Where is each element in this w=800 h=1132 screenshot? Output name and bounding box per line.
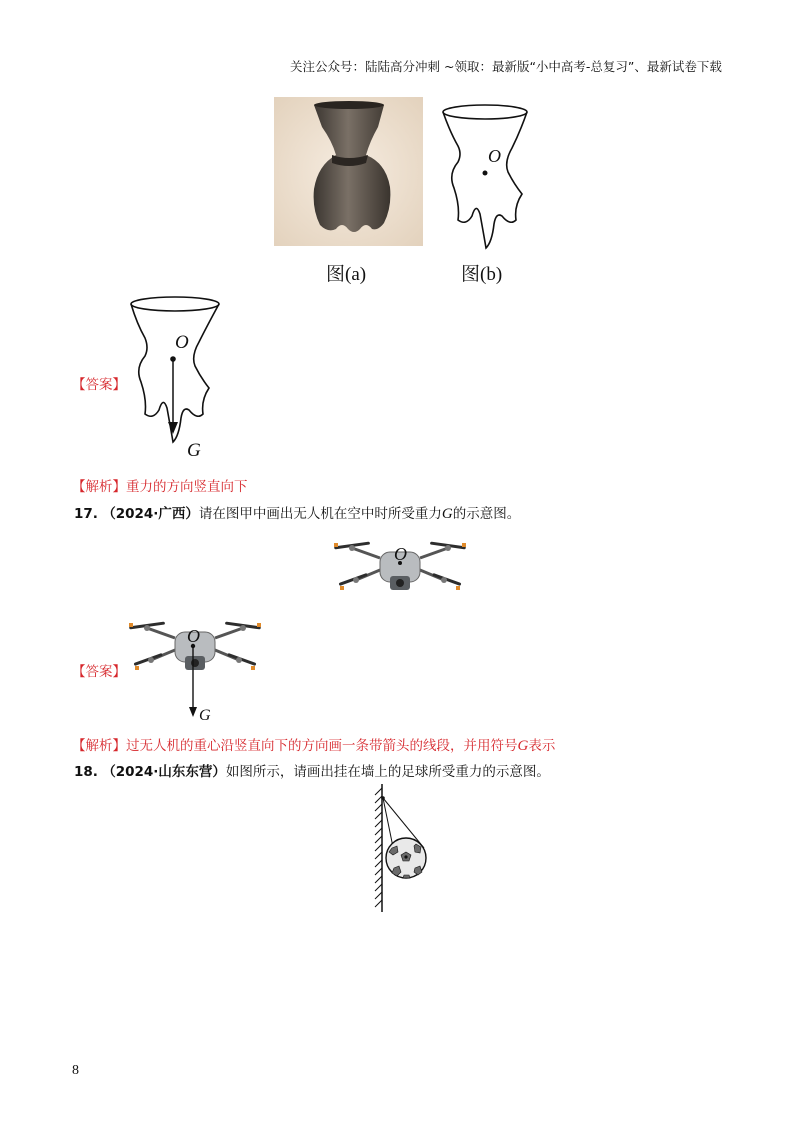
drone-point-o-label: O [394, 544, 407, 564]
page-header: 关注公众号：陆陆高分冲刺 ~领取：最新版“小中高考-总复习”、最新试卷下载 [290, 59, 722, 74]
question-source-18: （2024·山东东营） [102, 764, 226, 780]
vessel-outline-figure [440, 102, 540, 252]
question-text: 请在图甲中画出无人机在空中时所受重力 [198, 506, 442, 522]
analysis-label-17: 【解析】 [72, 738, 126, 754]
answer-vessel-figure [125, 292, 225, 472]
answer-label: 【答案】 [72, 377, 126, 393]
question-18 [74, 760, 550, 780]
drone-answer-force-g: G [199, 707, 211, 724]
point-o-label: O [488, 146, 501, 166]
answer-label-17: 【答案】 [72, 664, 126, 680]
answer-point-o-label: O [175, 332, 189, 353]
drone-figure [330, 530, 470, 600]
drone-answer-point-o: O [187, 626, 200, 646]
question-text-18: 如图所示，请画出挂在墙上的足球所受重力的示意图。 [225, 764, 550, 780]
force-g-label: G [187, 440, 201, 461]
analysis-symbol-17: G [517, 738, 529, 754]
analysis-end-17: 表示 [528, 738, 556, 754]
caption-figure-a: 图(a) [326, 264, 367, 285]
question-17 [74, 502, 520, 523]
analysis-label: 【解析】 [72, 479, 126, 495]
question-text-end: 的示意图。 [452, 506, 521, 522]
analysis-line [72, 475, 248, 495]
caption-figure-b: 图(b) [461, 264, 503, 285]
football-wall-figure [370, 782, 440, 914]
question-number-18: 18. [74, 764, 98, 780]
pottery-photo [274, 97, 423, 246]
analysis-text-17: 过无人机的重心沿竖直向下的方向画一条带箭头的线段，并用符号 [126, 738, 518, 754]
question-source: （2024·广西） [102, 506, 199, 522]
page-number: 8 [72, 1063, 79, 1078]
analysis-line-17 [72, 734, 555, 755]
analysis-text: 重力的方向竖直向下 [126, 479, 248, 495]
drone-answer-figure [125, 610, 265, 725]
question-number: 17. [74, 506, 98, 522]
question-symbol: G [441, 506, 453, 522]
